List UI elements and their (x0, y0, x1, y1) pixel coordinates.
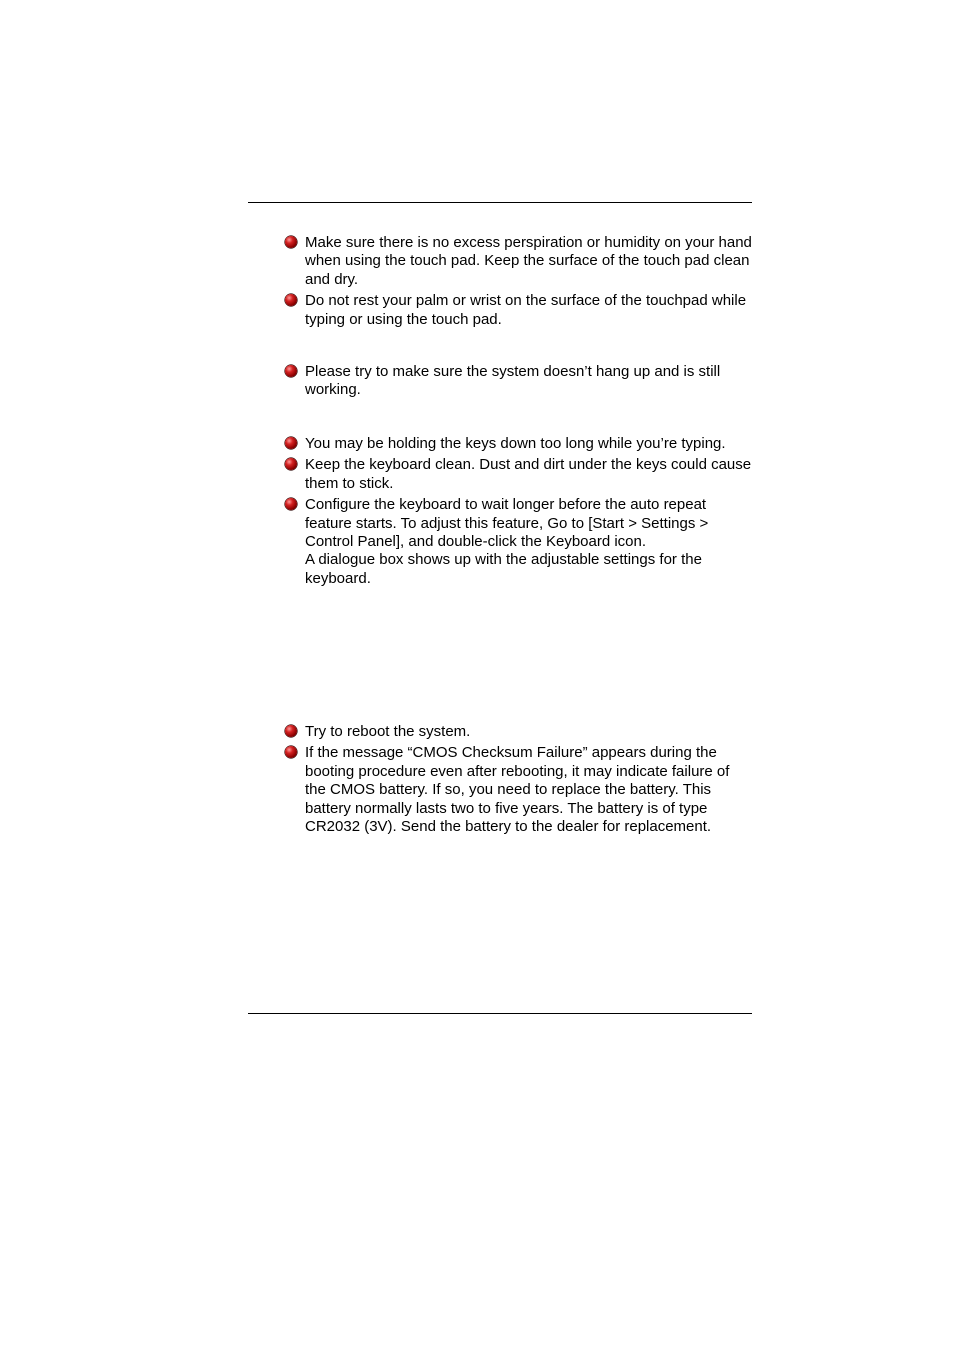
item-text: Configure the keyboard to wait longer before the auto repeat feature starts. To adjust this feature, Go to [Start > Settings > Control Panel], and double-click the Keyboard icon. (305, 496, 709, 551)
list-item (284, 723, 754, 741)
list-item (284, 292, 754, 329)
item-text: You may be holding the keys down too long while you’re typing. (305, 435, 726, 452)
item-text: Keep the keyboard clean. Dust and dirt under the keys could cause them to stick. (305, 456, 752, 492)
red-ball-bullet-icon (285, 498, 297, 510)
list-item (284, 435, 754, 453)
footer-rule (248, 1013, 752, 1014)
cmos-tips-list (284, 723, 754, 839)
red-ball-bullet-icon (285, 294, 297, 306)
item-text: Try to reboot the system. (305, 723, 471, 740)
item-text: Do not rest your palm or wrist on the surface of the touchpad while typing or using the touch pad. (305, 292, 747, 328)
red-ball-bullet-icon (285, 236, 297, 248)
keyboard-tips-list (284, 435, 754, 591)
header-rule (248, 202, 752, 203)
list-item (284, 456, 754, 493)
list-item (284, 363, 754, 400)
list-item (284, 234, 754, 289)
item-note: A dialogue box shows up with the adjustable settings for the keyboard. (305, 551, 702, 587)
red-ball-bullet-icon (285, 725, 297, 737)
list-item (284, 496, 754, 588)
red-ball-bullet-icon (285, 437, 297, 449)
item-text: Make sure there is no excess perspiration or humidity on your hand when using the touch pad. Keep the surface of the touch pad clean and dry. (305, 234, 752, 288)
red-ball-bullet-icon (285, 365, 297, 377)
touchpad-tips-list (284, 234, 754, 332)
red-ball-bullet-icon (285, 746, 297, 758)
system-hang-tips-list (284, 363, 754, 403)
item-text: Please try to make sure the system doesn’t hang up and is still working. (305, 363, 721, 399)
red-ball-bullet-icon (285, 458, 297, 470)
list-item (284, 744, 754, 836)
item-text: If the message “CMOS Checksum Failure” appears during the booting procedure even after rebooting, it may indicate failure of the CMOS battery. If so, you need to replace the battery. This battery normally lasts two to five years. The battery is of type CR2032 (3V). Send the battery to the dealer for replacement. (305, 744, 730, 836)
